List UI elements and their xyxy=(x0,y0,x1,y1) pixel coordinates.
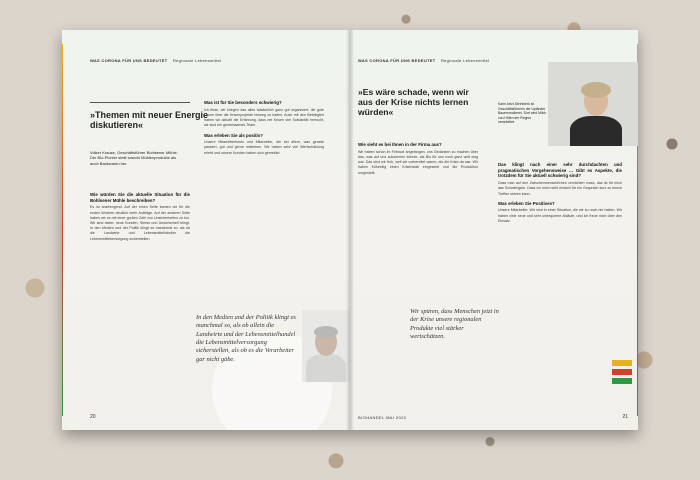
left-page xyxy=(62,30,350,430)
text-column-right-2 xyxy=(498,158,622,224)
portrait-hair xyxy=(314,326,338,338)
running-head-section: WAS CORONA FÜR UNS BEDEUTET xyxy=(358,58,436,63)
running-head-left xyxy=(90,58,221,63)
portrait-hair xyxy=(581,82,611,98)
pull-headline-left: »Themen mit neuer Energie diskutieren« xyxy=(90,110,209,131)
interview-answer: Es ist anstrengend. Auf der einen Seite kamen wir für die ersten Wochen deutlich mehr Aufträge. Auf der anderen Seite haben wir es mit einer großen Zahl von Unsicherheiten zu tun. Wir sind dabei, neue Kunden, Stress und Unsicherheit bringt. In den Medien und der Politik klingt es manchmal so, als ob die Landwirte und Lebensmittelhändler die Lebensmittelversorgung sicherstellen. xyxy=(90,205,190,241)
interview-question: Wie sieht es bei Ihnen in der Firma aus? xyxy=(358,142,442,147)
magazine-spine xyxy=(346,30,354,430)
text-column-right-1 xyxy=(358,138,478,176)
pull-headline-right: »Es wäre schade, wenn wir aus der Krise nichts lernen würden« xyxy=(358,87,469,117)
running-head-sub: Regionale Lebensmittel xyxy=(440,58,490,63)
interview-question: Das klingt nach einer sehr durchdachten und pragmatischen Vorgehensweise … Gibt es Aspekte, die trotzdem für Sie aktuell schwierig sind? xyxy=(498,162,622,179)
bio-box-left xyxy=(90,150,185,166)
interview-answer: Wir haben schon im Februar angefangen, uns Gedanken zu machen über das, was auf uns zukommen könnte, als Bio für uns noch ganz weit weg war. Das sind wir froh, weil wir vorbereitet waren, als die Krise da war. Wir haben frühzeitig einen Krisenstab eingesetzt und die Produktion umgestellt. xyxy=(358,149,478,175)
interview-question: Wie würden Sie die aktuelle Situation für die Bohlsener Mühle beschreiben? xyxy=(90,192,190,203)
interview-question: Was erleben Sie Positives? xyxy=(498,200,555,206)
magazine-footer: BIOHANDEL MAI 2020 xyxy=(358,415,407,420)
interview-question: Was ist für Sie besonders schwierig? xyxy=(204,100,282,105)
pull-quote-left: In den Medien und der Politik klingt es manchmal so, als ob allein die Landwirte und der Lebensmittelhandel die Lebensmittelversorgung sicherstellen, als ob es die Verarbeiter gar nicht gäbe. xyxy=(196,314,296,363)
interview-answer: Unsere Mitarbeiter. Wir sind in einer Situation, die wir so noch nie hatten. Wir haben viele neue und sehr unbequeme Abläufe, und ich freue mich über den Einsatz. xyxy=(498,208,622,223)
running-head-right xyxy=(358,58,489,63)
portrait-body xyxy=(570,116,622,146)
divider xyxy=(90,102,190,103)
right-page xyxy=(350,30,638,430)
interview-answer: Unsere Mitarbeiterinnen und Mitarbeiter, die bei allem, was gerade passiert, gut und gerne mitziehen. Wir haben sehr viel Wertschätzung erlebt und unsere Kunden haben sich gemeldet. xyxy=(204,140,324,155)
interview-answer: Dass man auf den Zwischenmenschlichen verzichten muss, das ist für mich das Schwierigste. Dass ich mich nicht einfach für ein Gespräch kurz zu einem Treffen setzen kann. xyxy=(498,181,622,196)
running-head-sub: Regionale Lebensmittel xyxy=(172,58,222,63)
page-number-right: 21 xyxy=(622,414,628,420)
portrait-body xyxy=(306,354,346,382)
interview-question: Was erleben Sie als positiv? xyxy=(204,132,263,138)
open-magazine xyxy=(62,30,638,430)
color-bars xyxy=(612,360,632,387)
text-column-left-2 xyxy=(204,96,324,156)
interview-answer: Ich finde, wir kriegen das alles tatsächlich ganz gut organisiert, die gute Laune über die Krisenprojekte hinweg zu halten. Auch mit den Beteiligten haben wir aktuell die Erfahrung, dass bei Krisen viel Solidarität herrscht, wir sind ein gemeinsames Team. xyxy=(204,107,324,128)
running-head-section: WAS CORONA FÜR UNS BEDEUTET xyxy=(90,58,168,63)
bio-text: Volker Krause, Geschäftsführer Bohlsener Mühle. Der Bio-Pionier stellt sowohl Mühlenprodukte als auch Backwaren her. xyxy=(90,150,178,166)
portrait-photo-krause xyxy=(302,310,350,382)
page-number-left: 20 xyxy=(90,414,96,420)
text-column-left-1 xyxy=(90,188,190,242)
left-page-color-edge xyxy=(62,44,63,416)
portrait-photo-steinbrink xyxy=(548,62,638,146)
pull-quote-right: Wir spüren, dass Menschen jetzt in der Krise unsere regionalen Produkte viel stärker wertschätzen. xyxy=(410,308,499,340)
bio-box-right: Karin Artzt-Steinbrink ist Geschäftsführerin der Upländer Bauernmolkerei. Dort wird Milch von Höfen der Region verarbeitet. xyxy=(498,102,547,125)
